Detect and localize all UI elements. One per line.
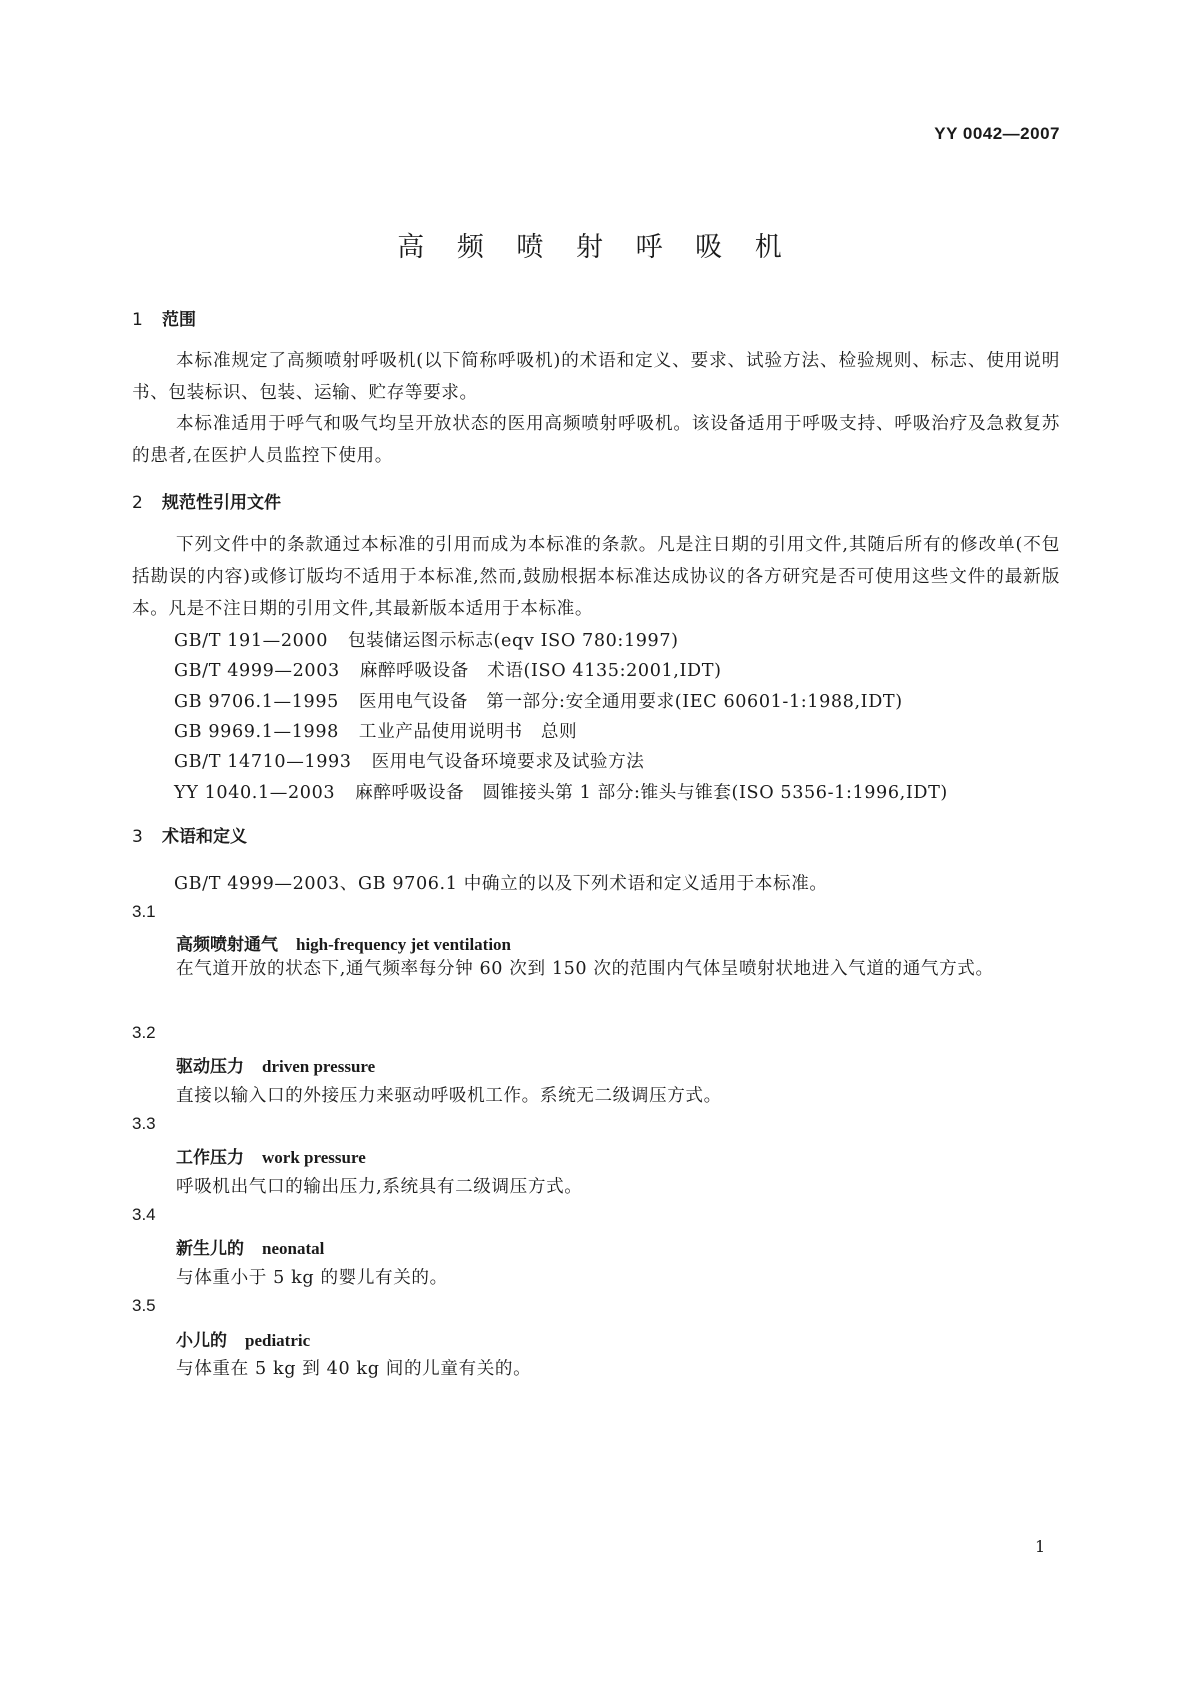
section-title: 规范性引用文件 bbox=[162, 493, 281, 513]
section-number: 2 bbox=[132, 493, 143, 513]
paragraph: 下列文件中的条款通过本标准的引用而成为本标准的条款。凡是注日期的引用文件,其随后所有的修改单(不包括勘误的内容)或修订版均不适用于本标准,然而,鼓励根据本标准达成协议的各方研究是否可使用这些文件的最新版本。凡是不注日期的引用文件,其最新版本适用于本标准。 bbox=[132, 535, 1060, 619]
term-heading bbox=[176, 1052, 375, 1077]
term-en: work pressure bbox=[262, 1148, 366, 1167]
reference-code: GB/T 191—2000 bbox=[174, 631, 328, 651]
term-number: 3.4 bbox=[132, 1205, 156, 1224]
reference-title: 医用电气设备环境要求及试验方法 bbox=[371, 752, 645, 772]
reference-item bbox=[174, 748, 645, 773]
term-definition: 与体重在 5 kg 到 40 kg 间的儿童有关的。 bbox=[176, 1359, 532, 1379]
term-heading bbox=[176, 1326, 310, 1351]
section-title: 术语和定义 bbox=[162, 827, 247, 847]
term-zh: 高频喷射通气 bbox=[176, 935, 278, 955]
section-number: 3 bbox=[132, 827, 143, 847]
reference-title: 包装储运图示标志(eqv ISO 780:1997) bbox=[348, 631, 679, 651]
term-en: pediatric bbox=[245, 1331, 311, 1350]
term-en: driven pressure bbox=[262, 1057, 376, 1076]
reference-item bbox=[174, 627, 679, 652]
reference-title: 麻醉呼吸设备 术语(ISO 4135:2001,IDT) bbox=[359, 661, 722, 681]
term-number: 3.2 bbox=[132, 1023, 156, 1042]
paragraph: 本标准规定了高频喷射呼吸机(以下简称呼吸机)的术语和定义、要求、试验方法、检验规则、标志、使用说明书、包装标识、包装、运输、贮存等要求。 bbox=[132, 351, 1060, 403]
term-heading bbox=[176, 1143, 366, 1168]
reference-code: YY 1040.1—2003 bbox=[174, 783, 336, 803]
paragraph: 本标准适用于呼气和吸气均呈开放状态的医用高频喷射呼吸机。该设备适用于呼吸支持、呼吸治疗及急救复苏的患者,在医护人员监控下使用。 bbox=[132, 414, 1060, 466]
reference-title: 医用电气设备 第一部分:安全通用要求(IEC 60601-1:1988,IDT) bbox=[358, 692, 903, 712]
document-title: 高 频 喷 射 呼 吸 机 bbox=[397, 232, 794, 263]
term-en: neonatal bbox=[262, 1239, 325, 1258]
section-3-heading bbox=[132, 822, 247, 847]
reference-title: 工业产品使用说明书 总则 bbox=[358, 722, 578, 742]
term-zh: 工作压力 bbox=[176, 1148, 244, 1168]
term-definition: 直接以输入口的外接压力来驱动呼吸机工作。系统无二级调压方式。 bbox=[176, 1086, 722, 1106]
standard-number: YY 0042—2007 bbox=[934, 124, 1060, 143]
term-number: 3.3 bbox=[132, 1114, 156, 1133]
reference-item bbox=[174, 688, 903, 713]
term-zh: 新生儿的 bbox=[176, 1239, 244, 1259]
reference-code: GB 9706.1—1995 bbox=[174, 692, 339, 712]
section-1-heading bbox=[132, 305, 196, 330]
reference-code: GB/T 14710—1993 bbox=[174, 752, 352, 772]
reference-item bbox=[174, 657, 722, 682]
section-title: 范围 bbox=[162, 310, 196, 330]
term-heading bbox=[176, 930, 511, 955]
page-number: 1 bbox=[1035, 1537, 1046, 1556]
term-heading bbox=[176, 1234, 324, 1259]
section-number: 1 bbox=[132, 310, 143, 330]
section-intro: GB/T 4999—2003、GB 9706.1 中确立的以及下列术语和定义适用于本标准。 bbox=[174, 874, 828, 894]
term-zh: 驱动压力 bbox=[176, 1057, 244, 1077]
reference-code: GB 9969.1—1998 bbox=[174, 722, 339, 742]
term-number: 3.1 bbox=[132, 902, 156, 921]
reference-item bbox=[174, 779, 948, 804]
reference-title: 麻醉呼吸设备 圆锥接头第 1 部分:锥头与锥套(ISO 5356-1:1996,IDT) bbox=[355, 783, 948, 803]
term-definition: 呼吸机出气口的输出压力,系统具有二级调压方式。 bbox=[176, 1177, 583, 1197]
reference-item bbox=[174, 718, 577, 743]
term-definition: 在气道开放的状态下,通气频率每分钟 60 次到 150 次的范围内气体呈喷射状地进入气道的通气方式。 bbox=[176, 959, 994, 979]
section-2-heading bbox=[132, 488, 281, 513]
term-definition: 与体重小于 5 kg 的婴儿有关的。 bbox=[176, 1268, 448, 1288]
term-number: 3.5 bbox=[132, 1296, 156, 1315]
reference-code: GB/T 4999—2003 bbox=[174, 661, 340, 681]
term-zh: 小儿的 bbox=[176, 1331, 227, 1351]
term-en: high-frequency jet ventilation bbox=[296, 935, 512, 954]
